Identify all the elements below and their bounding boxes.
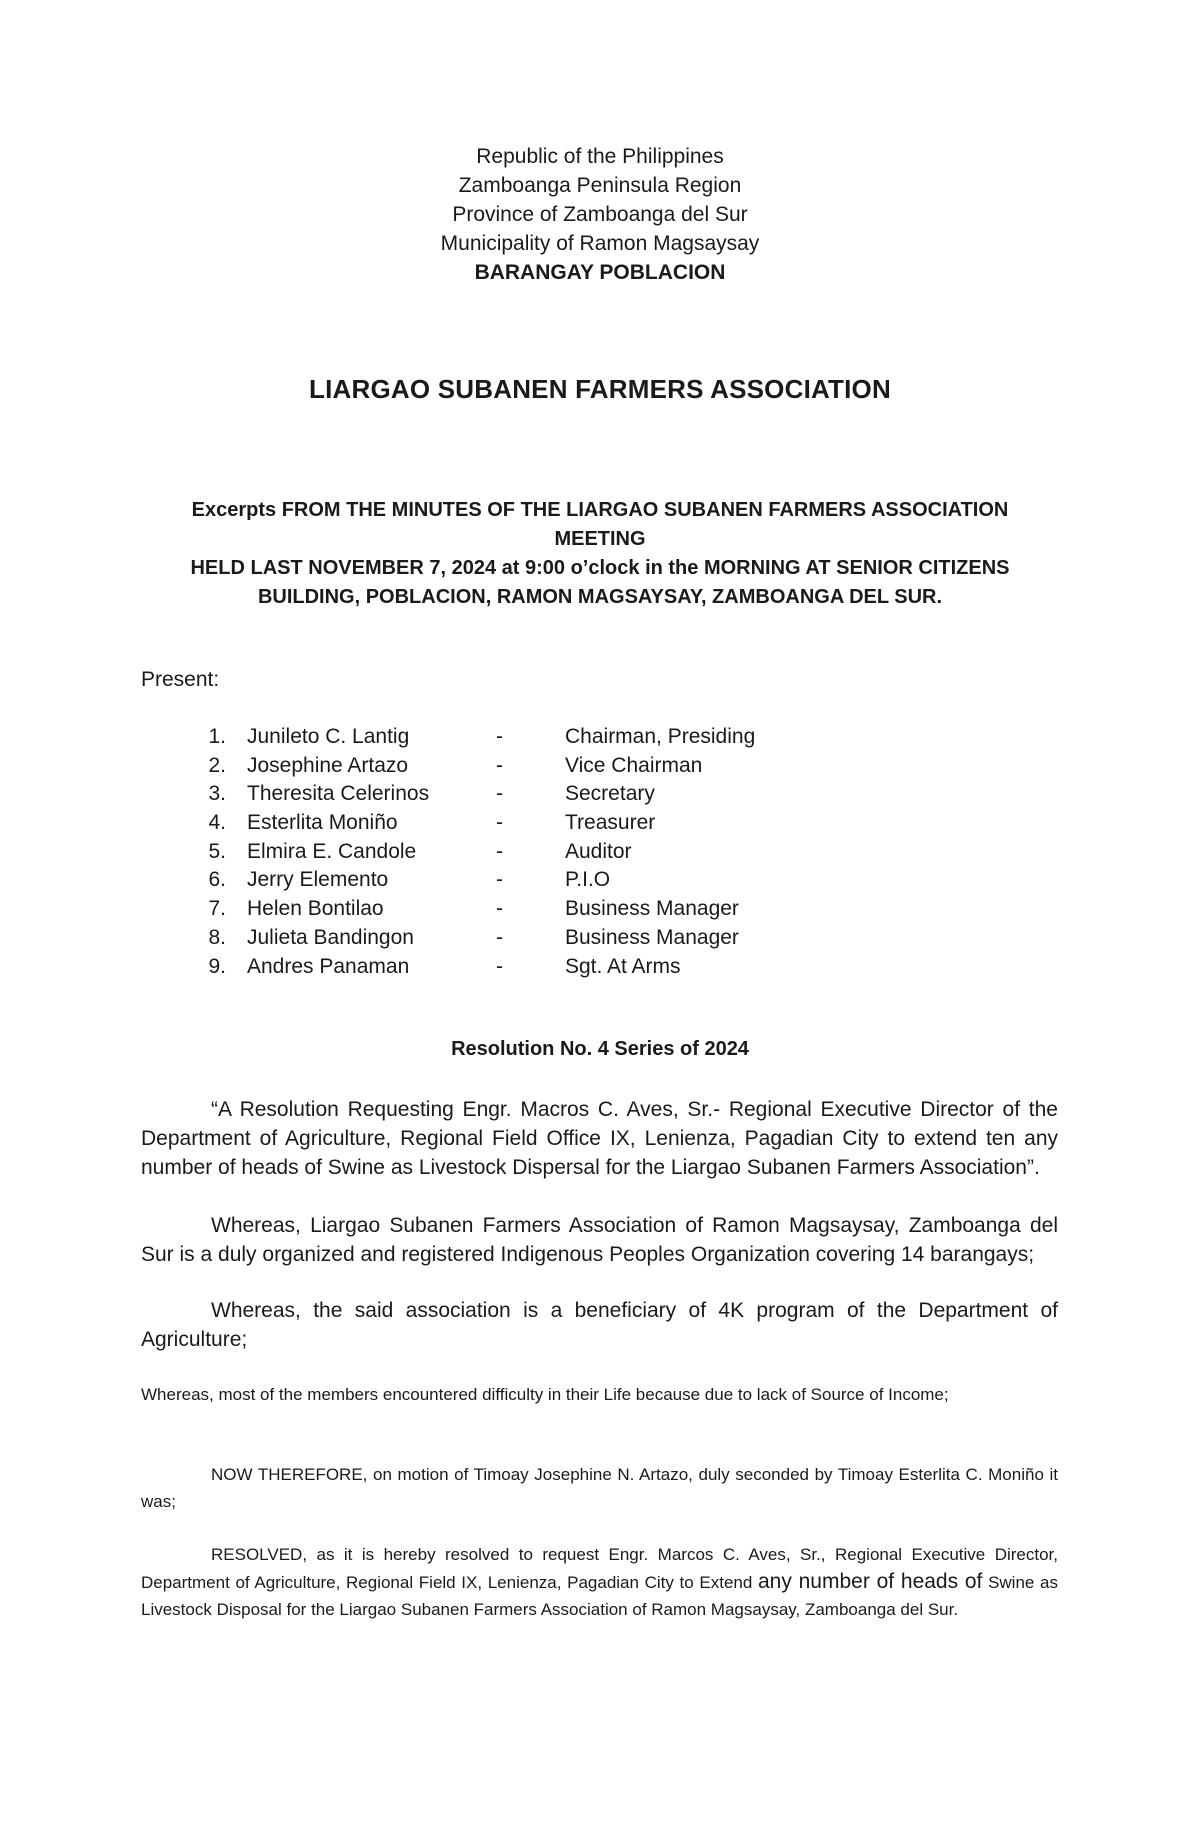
- now-therefore-paragraph: NOW THEREFORE, on motion of Timoay Josephine N. Artazo, duly seconded by Timoay Esterlita C. Moniño it was;: [141, 1465, 1058, 1511]
- attendee-role: P.I.O: [565, 868, 611, 892]
- resolved-text-part-1: RESOLVED, as it is hereby resolved to request Engr. Marcos C. Aves, Sr., Regional Executive Director, Department of Agriculture, Regional Field IX, Lenienza, Pagadian City to Extend: [141, 1545, 1058, 1592]
- resolved-paragraph: [141, 1541, 1058, 1623]
- present-label: Present:: [141, 668, 220, 691]
- attendee-name: Theresita Celerinos: [247, 782, 430, 806]
- whereas-paragraph-2: Whereas, the said association is a beneficiary of 4K program of the Department of Agriculture;: [141, 1299, 1058, 1351]
- attendee-row: [0, 811, 1200, 840]
- letterhead-barangay: BARANGAY POBLACION: [474, 261, 726, 284]
- attendee-row: [0, 897, 1200, 926]
- attendee-number: 4.: [208, 811, 226, 835]
- attendee-row: [0, 955, 1200, 984]
- attendee-number: 8.: [208, 925, 226, 949]
- excerpt-line: Excerpts FROM THE MINUTES OF THE LIARGAO SUBANEN FARMERS ASSOCIATION MEETING: [191, 499, 1009, 550]
- excerpt-line: HELD LAST NOVEMBER 7, 2024 at 9:00 o’clock in the MORNING AT SENIOR CITIZENS: [190, 557, 1010, 579]
- attendee-number: 9.: [208, 954, 226, 978]
- attendee-name: Josephine Artazo: [247, 753, 409, 777]
- attendee-dash: -: [496, 725, 503, 748]
- organization-title: LIARGAO SUBANEN FARMERS ASSOCIATION: [309, 374, 891, 404]
- meeting-excerpt-heading: [150, 496, 1050, 612]
- attendee-row: [0, 868, 1200, 897]
- attendee-role: Vice Chairman: [565, 753, 703, 777]
- attendee-dash: -: [496, 954, 503, 978]
- attendee-name: Elmira E. Candole: [247, 839, 417, 863]
- attendee-number: 7.: [208, 897, 226, 921]
- attendee-name: Jerry Elemento: [247, 868, 389, 892]
- attendee-name: Junileto C. Lantig: [247, 725, 410, 748]
- attendee-name: Helen Bontilao: [247, 897, 384, 921]
- attendee-row: [0, 926, 1200, 955]
- attendee-row: [0, 725, 1200, 754]
- attendee-role: Chairman, Presiding: [565, 725, 756, 748]
- attendee-dash: -: [496, 839, 503, 863]
- letterhead-province: Province of Zamboanga del Sur: [452, 203, 748, 226]
- attendee-role: Auditor: [565, 839, 632, 863]
- attendee-role: Sgt. At Arms: [565, 954, 681, 978]
- attendee-dash: -: [496, 782, 503, 806]
- attendee-dash: -: [496, 897, 503, 921]
- letterhead-region: Zamboanga Peninsula Region: [458, 174, 742, 197]
- attendee-row: [0, 840, 1200, 869]
- attendee-row: [0, 782, 1200, 811]
- attendee-name: Esterlita Moniño: [247, 811, 398, 835]
- attendee-number: 2.: [208, 753, 226, 777]
- resolution-title: Resolution No. 4 Series of 2024: [451, 1038, 749, 1060]
- whereas-paragraph-3: Whereas, most of the members encountered difficulty in their Life because due to lack of Source of Income;: [141, 1385, 949, 1404]
- attendee-dash: -: [496, 925, 503, 949]
- attendee-number: 1.: [208, 725, 226, 748]
- attendee-dash: -: [496, 811, 503, 835]
- attendee-row: [0, 754, 1200, 783]
- resolved-text-part-2: any number of heads of: [758, 1570, 983, 1593]
- attendee-name: Julieta Bandingon: [247, 925, 414, 949]
- resolution-title-paragraph: “A Resolution Requesting Engr. Macros C. Aves, Sr.- Regional Executive Director of the Department of Agriculture, Regional Field Office IX, Lenienza, Pagadian City to extend ten any number of heads of Swine as Livestock Dispersal for the Liargao Subanen Farmers Association”.: [141, 1098, 1058, 1179]
- letterhead: [0, 142, 1200, 287]
- whereas-paragraph-1: Whereas, Liargao Subanen Farmers Association of Ramon Magsaysay, Zamboanga del Sur is a duly organized and registered Indigenous Peoples Organization covering 14 barangays;: [141, 1214, 1058, 1266]
- letterhead-municipality: Municipality of Ramon Magsaysay: [440, 232, 760, 255]
- resolved-text-part-3: Swine as Livestock Disposal for the Liargao Subanen Farmers Association of Ramon Magsaysay, Zamboanga del Sur.: [141, 1573, 1058, 1619]
- attendee-name: Andres Panaman: [247, 954, 410, 978]
- attendee-role: Secretary: [565, 782, 655, 806]
- attendee-role: Business Manager: [565, 897, 739, 921]
- letterhead-republic: Republic of the Philippines: [476, 145, 724, 168]
- attendee-dash: -: [496, 753, 503, 777]
- attendee-role: Business Manager: [565, 925, 739, 949]
- attendee-number: 5.: [208, 839, 226, 863]
- attendee-dash: -: [496, 868, 503, 892]
- excerpt-line: BUILDING, POBLACION, RAMON MAGSAYSAY, ZAMBOANGA DEL SUR.: [257, 586, 943, 608]
- attendee-list: [0, 725, 1200, 983]
- attendee-number: 3.: [208, 782, 226, 806]
- attendee-number: 6.: [208, 868, 226, 892]
- attendee-role: Treasurer: [565, 811, 656, 835]
